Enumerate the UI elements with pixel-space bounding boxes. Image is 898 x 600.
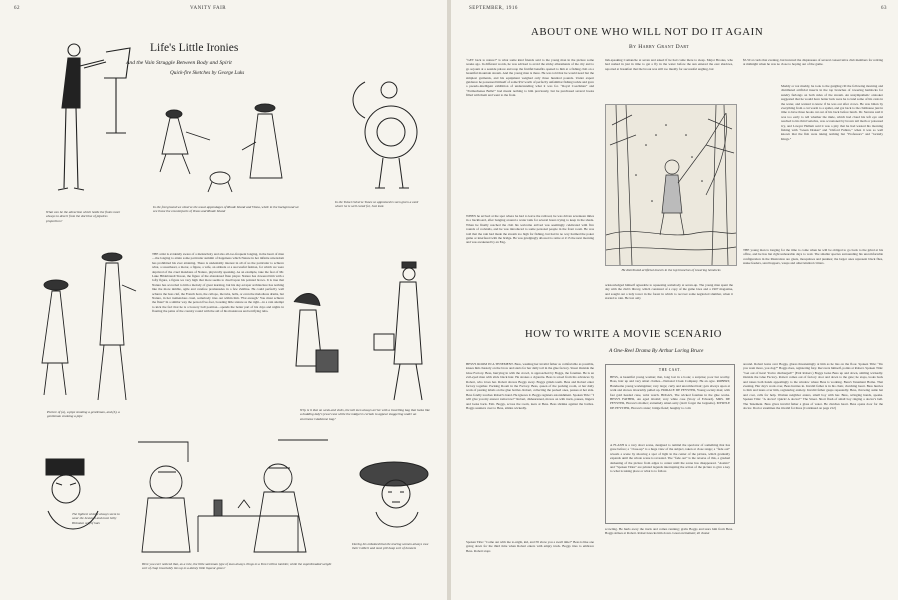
- flute-player-sketch: [44, 38, 136, 208]
- article1-col3a: $5.50 at cards that evening, but incurred the displeasure of several conservative club members for retiring at midnight when he was no close to hoping out of the game.: [743, 58, 883, 67]
- caption-tuba: In the Tuba Universe Tunes so appraised is seen given a card where he is well cared for, Just look: [335, 200, 419, 209]
- right-running-head: SEPTEMBER, 1916: [469, 6, 518, 11]
- left-page: [0, 0, 447, 600]
- page-subtitle: And the Vain Struggle Between Body and Spirit: [126, 60, 232, 66]
- bonnet-lady-sketch: [352, 456, 438, 536]
- caption-dining: Here you ever noticed that, as a rule, the little salesman type of man always clings to a Tom Collins tumbler, while the superdreaded weight sort of chap invariably ties up to a dainty little liqueur glass?: [142, 562, 332, 571]
- scenario-col1: BESS'S ROOM IN A TENEMENT. Bess, washing her invalid father as comfortable as possible, kisses him chastely on the brow and starts for her daily toil in the glue factory. Street Outside the Glue Factory. Bess, hurrying in with the crowd, is approached by Boggs, the foreman. He is an evil-eyed man with slick black hair. He strokes a cigarette. Bess is saved from his advances by Robert, who loves her. Robert shoves Boggs away. Boggs grinds teeth. Bess and Robert enter factory together. Packing Room in the Factory. Bess, queen of the packing room, at her daily work of pasting labels on the glue bottles. Robert, collecting the packed ones, pauses at her side. Bess fondly touches Robert's hand. He ignores it. Boggs registers astonishment. Spoken Title: “I will give you my answer tomorrow!” Robert, disheartened, moves on with truck, pauses, lingers and looks back. Exit. Boggs, across the room, leers at Bess. Bess shrinks against the bottles. Boggs saunters over to Bess, smiles wickedly.: [466, 362, 594, 411]
- right-page: [451, 0, 898, 600]
- cast-box: [605, 364, 735, 524]
- page-byline: Quick-fire Sketches by George Luks: [170, 70, 245, 76]
- article-byline: By Harry Grant Dart: [629, 44, 690, 50]
- whistle-man-sketch: [28, 455, 116, 540]
- fashion-pair-sketch: [28, 245, 146, 410]
- tuba-player-sketch: [345, 70, 435, 195]
- caption-lady: During his ordained that the tearing women always owe their Gilbert and most pill heap sort of bonnets: [352, 542, 429, 551]
- dining-scene-sketch: [128, 432, 342, 557]
- left-page-number: 62: [14, 6, 20, 11]
- caption-whistle: The lightest whistle always seem to wear the heaviest and most Gilly Hoboken self of hats: [72, 512, 120, 525]
- article1-col1: “GET back to nature!” is what some kind friends said to the young man in the picture some weeks ago. In different words, he was advised to avoid the sticky allurements of the city and to go sojourn at a seaside palace and reap the fruitful benefits opened to him at a fishing club on a beautiful mountain stream. And the young man is there. He was told that he would need but the simplest garments, and his equipment weighed only three hundred pounds. Under expert guidance he possessed himself of some $52 worth of perfectly unfamiliar fishing tackle and gave a pseudo-intelligent exhibition of understanding what it was for. “Royal Coachman” and “Parmachenee Belle!” had meant nothing to him previously, but he purchased several books filled with them and went to the front.: [466, 58, 594, 98]
- article-title: ABOUT ONE WHO WILL NOT DO IT AGAIN: [531, 26, 764, 38]
- scenario-title: HOW TO WRITE A MOVIE SCENARIO: [525, 329, 723, 340]
- left-running-head: VANITY FAIR: [190, 6, 227, 11]
- cast-list: BESS, A beautiful young woman; that, long lost in a book; a surprise; poor but worthy. Boss, hair up and very smart clothes—National Cloak Company. He an ogre. ROBERT, Handsome young workingman; very large; curly and uncombed hair; gets always upon at walk and shoves invariably pulled up. HORACE DE PEYSTER, Young society man; with fast gold headed cane, wrist watch. BOGGS, The wicked foreman in the glue works. BESS'S FATHER, An aged invalid; very white case (Story of Edward). MRS. DE PEYSTER, Horace's mother; extremely smart-satty (don't forget the lorgnette). MYRTLE DE PEYSTER, Horace's sister; bridge fiend; haughty to cold.: [610, 375, 730, 410]
- cast-title: THE CAST.: [658, 368, 682, 372]
- article1-col3c: THE young man is longing for the time to come when he will be obliged to go back to the grind at his office, and he has but right unbearable days to wait. The smaller species surrounding his uncomfortable configuration in the illustration are gnats, mosquitoes and punkies; the larger ones represent black flies, snake feeders, sand hoppers, wasps and other kindred critters.: [743, 248, 883, 266]
- left-body-text: THE artist is evidently aware of a melancholy and also all-too-frequent longing, in the heart of man—the longing to attain some particular summit of happiness which Nature in her infinite unwisdom has prohibited his ever attaining. There is undeniably interest in all of us the particular to achieve what, a sweetheart, a motor, a figure, a wife, an attitude or a successful fashion, for which we were deprived of the cruel mandates of Nature, physically speaking. As an example, take the feat of Mr. Luke Hildebrandt Sisson, the figure of the abandoned flute player. Nature has dowered him with a lofty figure, a figure we very high that more seems to dwell upon his pointed brows. It is true that Nature has accorded to him a melody of great learning, but his sky-scraper architecture has nothing like the more nimble, agile and carefree promenades in a few Zeitline. He could perfectly well achieve the bass clef, the French horn, the cellopo, the tuba, bells, or even the melodious drums, but Nature, in her tremendous cruel, somebody tries out within him. 'Flat enough.' You must achieve the flute!' In a similar way the person five-foot, boasting little stature as the right—in a rain attempt to kick the fact that he is a bowery ball position—spends the better part of his days and nights in flouting the pains of the country round with the aid of his monstrous and terrifying tuba.: [152, 252, 284, 314]
- scenario-col3: around. Robert leans over Boggs, glares threateningly at him as he lies on the floor. Spoken Title: “Do you want more, you dog?” Boggs rises, registering fury. Recovers himself, points at Robert. Spoken Title: “Get out of here! You're discharged!” (Exit Robert.) Boggs looks Bess up and down, smiling wickedly. Outside the Glue Factory. Robert comes out of factory door and down to the gate; he stops, looks back and raises both hands appealingly to the window where Bess is working. Bess's Tenement Home. That evening. Her day's work over, Bess hurries in. Invalid father is in his chair, clutching heart. Bess hurries to him and leans over him, registering anxiety. Invalid father gasps repeatedly. Bess, throwing aside hat and coat, calls for help. Woman neighbor enters, small boy with her. Bess, wringing hands, speaks. Spoken Title: “A doctor! Quick! A doctor!” The Street. Short flash of small boy ringing a doctor's bell. The Tenement. Bess gives invalid father a glass of water. He clutches heart. Bess opens door for the doctor. Doctor examines the invalid for three (Continued on page 212): [743, 362, 883, 411]
- scenario-note: A FLASH is a very short scene, designed to remind the spectator of something that has gone before; a “close-up” is a huge view of the subject, taken at close range; a “fade out” reveals a scene by showing a spot of light in the center of the picture, which gradually expands until the whole scene is revealed. The “fade out” is the reverse of this, a gradual darkening of the picture from edges to center until the scene has disappeared. “Assists” and “Spoken Titles” are printed legends interrupting the action of the picture to give a key to what is taking place or what is to follow.: [610, 443, 730, 474]
- caption-bags: Why is it that on week-end visits, the tall men always arrive with a travelling bag that looks like a budding lady's jewel case while the midget is certain to appear staggering under an enormous Gladstone bag?: [300, 408, 430, 421]
- travel-bags-sketch: [282, 254, 432, 404]
- article1-col2: lish-speaking Comanche at seven and asked if he had come there to sleep. Major Brooks, who had rushed in just in time to get a fly in the water before the sun entered the east shadows, reported at breakfast that the brook was still too muddy for successful angling, but: [605, 58, 733, 71]
- right-page-number: 63: [881, 6, 887, 11]
- article1-col2b: acknowledged himself agreeable to squeezing somebody at seven-up. The young man spent the day with the club's library, which consisted of a copy of the game laws and a 1907 magazine, and sought out a lady tower in the forest in which to recover some neglected slumber, when it started to rain. He lost only: [605, 283, 733, 301]
- article1-col3b: Muddy or not muddy, he took to the gurgling rill the following morning and distributed artificial insects in the top branches of towering hemlocks for sundry furlongs on both sides of the stream. An unsympathetic onlooker suggested that he would have better luck were he to land some of his casts in the water, and wanted to know if he was out after crows. He was bitten by everything from a cut worm to a spider, and got back to the clubhouse just in time to have three hooks cut out of his back before lunch. Dr. Stevens said it was too early to tell whether the mule, which had cloud his left eye and reached to his third vertebra, was occasioned by brown tail moth or poisoned ivy, and Lawyer Hallam said it was a pity that he had wasted his morning fishing with “Green Drakes” and “Oxford Fullers,” when it was so well known that the fish were taking nothing but “Professors” and “Grizzly Kings.”: [781, 84, 883, 141]
- caption-fashion: Picture of (a), a pipe smoking a gentleman, and (b), a gentleman smoking a pipe: [47, 410, 120, 419]
- scenario-col2b: scowling. He hurls away the truck and comes running; grabs Boggs and tears him from Bess. Boggs strikes at Robert. Robert knocks him down. Great excitement; all cluster: [605, 527, 733, 536]
- scenario-subtitle: A One-Reel Drama By Arthur Loring Bruce: [609, 348, 704, 354]
- page-title: Life's Little Ironies: [150, 42, 239, 54]
- caption-strolling: In the foreground we observe the usual appendages of Rhode Island and Vinna, while in the background we see those the counterparts of Texas and Rhode Island: [153, 205, 299, 214]
- scenario-col1b: Spoken Title: “Come out with me to-night, kid, and I'll show you a swell time!” Bess is like one going down for the third time when Robert enters with empty truck. Boggs tries to embrace Bess. Robert stops: [466, 540, 594, 553]
- strolling-sketch: [150, 92, 295, 202]
- fishing-caption: He distributed artificial insects in the top branches of towering hemlocks: [621, 268, 721, 272]
- article1-col1b: WHEN he arrived at the spot where he had to leave the railroad, he was driven seventeen miles in a buckboard, after banging around a water tank for several hours trying to keep in the shade. When he finally reached the club his welcome arrived was seemingly celebrated with five rounds of cocktails, and he was introduced to some personal people in the front room. He was told that the rain had made the stream too high for fishing, but had in no way harmed the poker game or interfered with the bridge. He was grudgingly allowed to retire at 2:15 the next morning and was awakened by an Eng-: [466, 214, 594, 245]
- fishing-illustration: [605, 104, 737, 266]
- caption-orchestra: What can be the attraction which holds the flutes more always to desert from the doctrine of pipeless proportion?: [46, 210, 121, 223]
